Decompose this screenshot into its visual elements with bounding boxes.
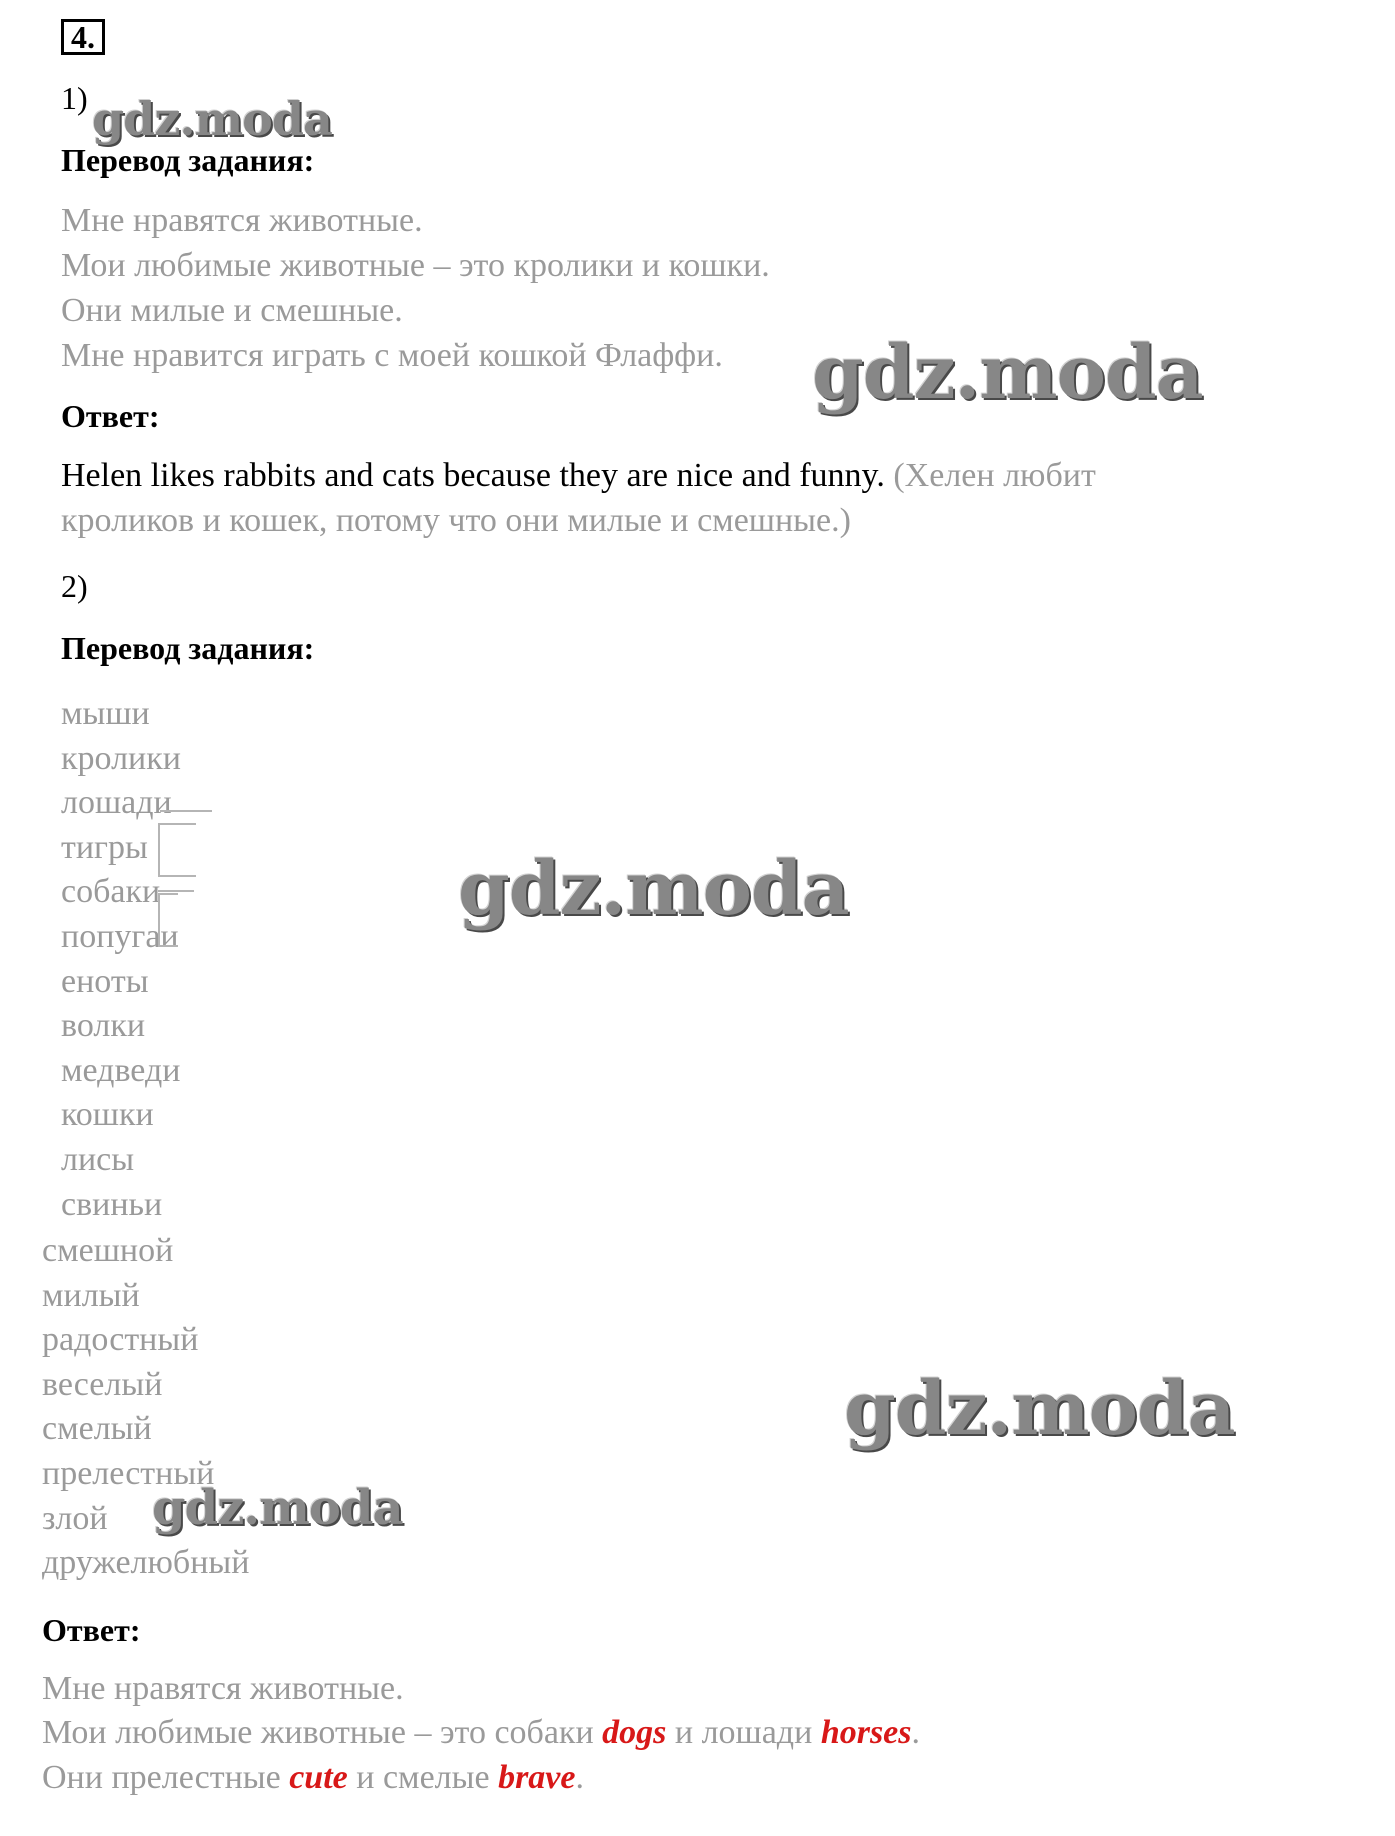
part1-translation-heading: Перевод задания:	[61, 142, 315, 178]
answer-text: и лошади	[674, 1714, 813, 1751]
list-item: еноты	[61, 962, 149, 1000]
part2-answer-line1: Мне нравятся животные.	[42, 1670, 404, 1707]
part1-answer-heading: Ответ:	[61, 398, 160, 434]
animal-list	[61, 692, 181, 1227]
list-item: собаки	[61, 873, 161, 911]
part2-answer-line3	[42, 1759, 584, 1797]
list-item: тигры	[61, 828, 148, 866]
list-item: лисы	[61, 1140, 135, 1178]
part1-translation-line: Мне нравятся животные.	[61, 202, 423, 239]
answer-text: Мои любимые животные – это собаки	[42, 1714, 594, 1751]
answer-word: cute	[289, 1759, 348, 1796]
list-item: милый	[42, 1276, 140, 1314]
watermark: gdz.moda	[458, 846, 849, 932]
list-item: волки	[61, 1007, 146, 1045]
part2-answer-line2	[42, 1714, 920, 1752]
answer-text: и смелые	[356, 1759, 490, 1796]
part1-answer-russian-a: (Хелен любит	[893, 457, 1096, 494]
part1-translation-line: Они милые и смешные.	[61, 292, 403, 329]
answer-text: Они прелестные	[42, 1759, 281, 1796]
part1-translation-line: Мои любимые животные – это кролики и кошки.	[61, 247, 770, 284]
bracket-line	[160, 810, 212, 812]
part2-label: 2)	[61, 568, 88, 604]
list-item: смешной	[42, 1232, 174, 1269]
list-item: свиньи	[61, 1185, 163, 1223]
part2-translation-heading: Перевод задания:	[61, 630, 315, 666]
list-item: смелый	[42, 1410, 152, 1448]
bracket-line	[158, 823, 196, 877]
bracket-line	[158, 890, 194, 892]
task-number: 4.	[61, 19, 105, 55]
part1-answer-russian-b: кроликов и кошек, потому что они милые и смешные.)	[61, 502, 851, 539]
part1-translation-line: Мне нравится играть с моей кошкой Флаффи.	[61, 337, 723, 374]
list-item: лошади	[61, 784, 172, 822]
part1-label: 1)	[61, 80, 88, 116]
list-item: медведи	[61, 1051, 181, 1089]
part1-answer	[61, 457, 1096, 495]
bracket-line	[158, 893, 178, 947]
part1-answer-english: Helen likes rabbits and cats because they are nice and funny.	[61, 457, 885, 494]
part2-answer-heading: Ответ:	[42, 1612, 141, 1648]
list-item: злой	[42, 1499, 108, 1537]
answer-word: brave	[498, 1759, 576, 1796]
answer-word: horses	[820, 1714, 912, 1751]
watermark: gdz.moda	[152, 1480, 403, 1536]
answer-text: .	[575, 1759, 584, 1796]
list-item: прелестный	[42, 1454, 215, 1492]
list-item: кролики	[61, 739, 181, 777]
watermark: gdz.moda	[92, 92, 332, 146]
list-item: попугаи	[61, 917, 179, 955]
list-item: дружелюбный	[42, 1544, 250, 1582]
list-item: веселый	[42, 1365, 163, 1403]
list-item: мыши	[61, 695, 150, 732]
answer-word: dogs	[602, 1714, 667, 1751]
list-item: кошки	[61, 1096, 154, 1134]
answer-text: .	[911, 1714, 921, 1751]
watermark: gdz.moda	[844, 1366, 1235, 1452]
list-item: радостный	[42, 1321, 199, 1359]
watermark: gdz.moda	[812, 330, 1203, 416]
